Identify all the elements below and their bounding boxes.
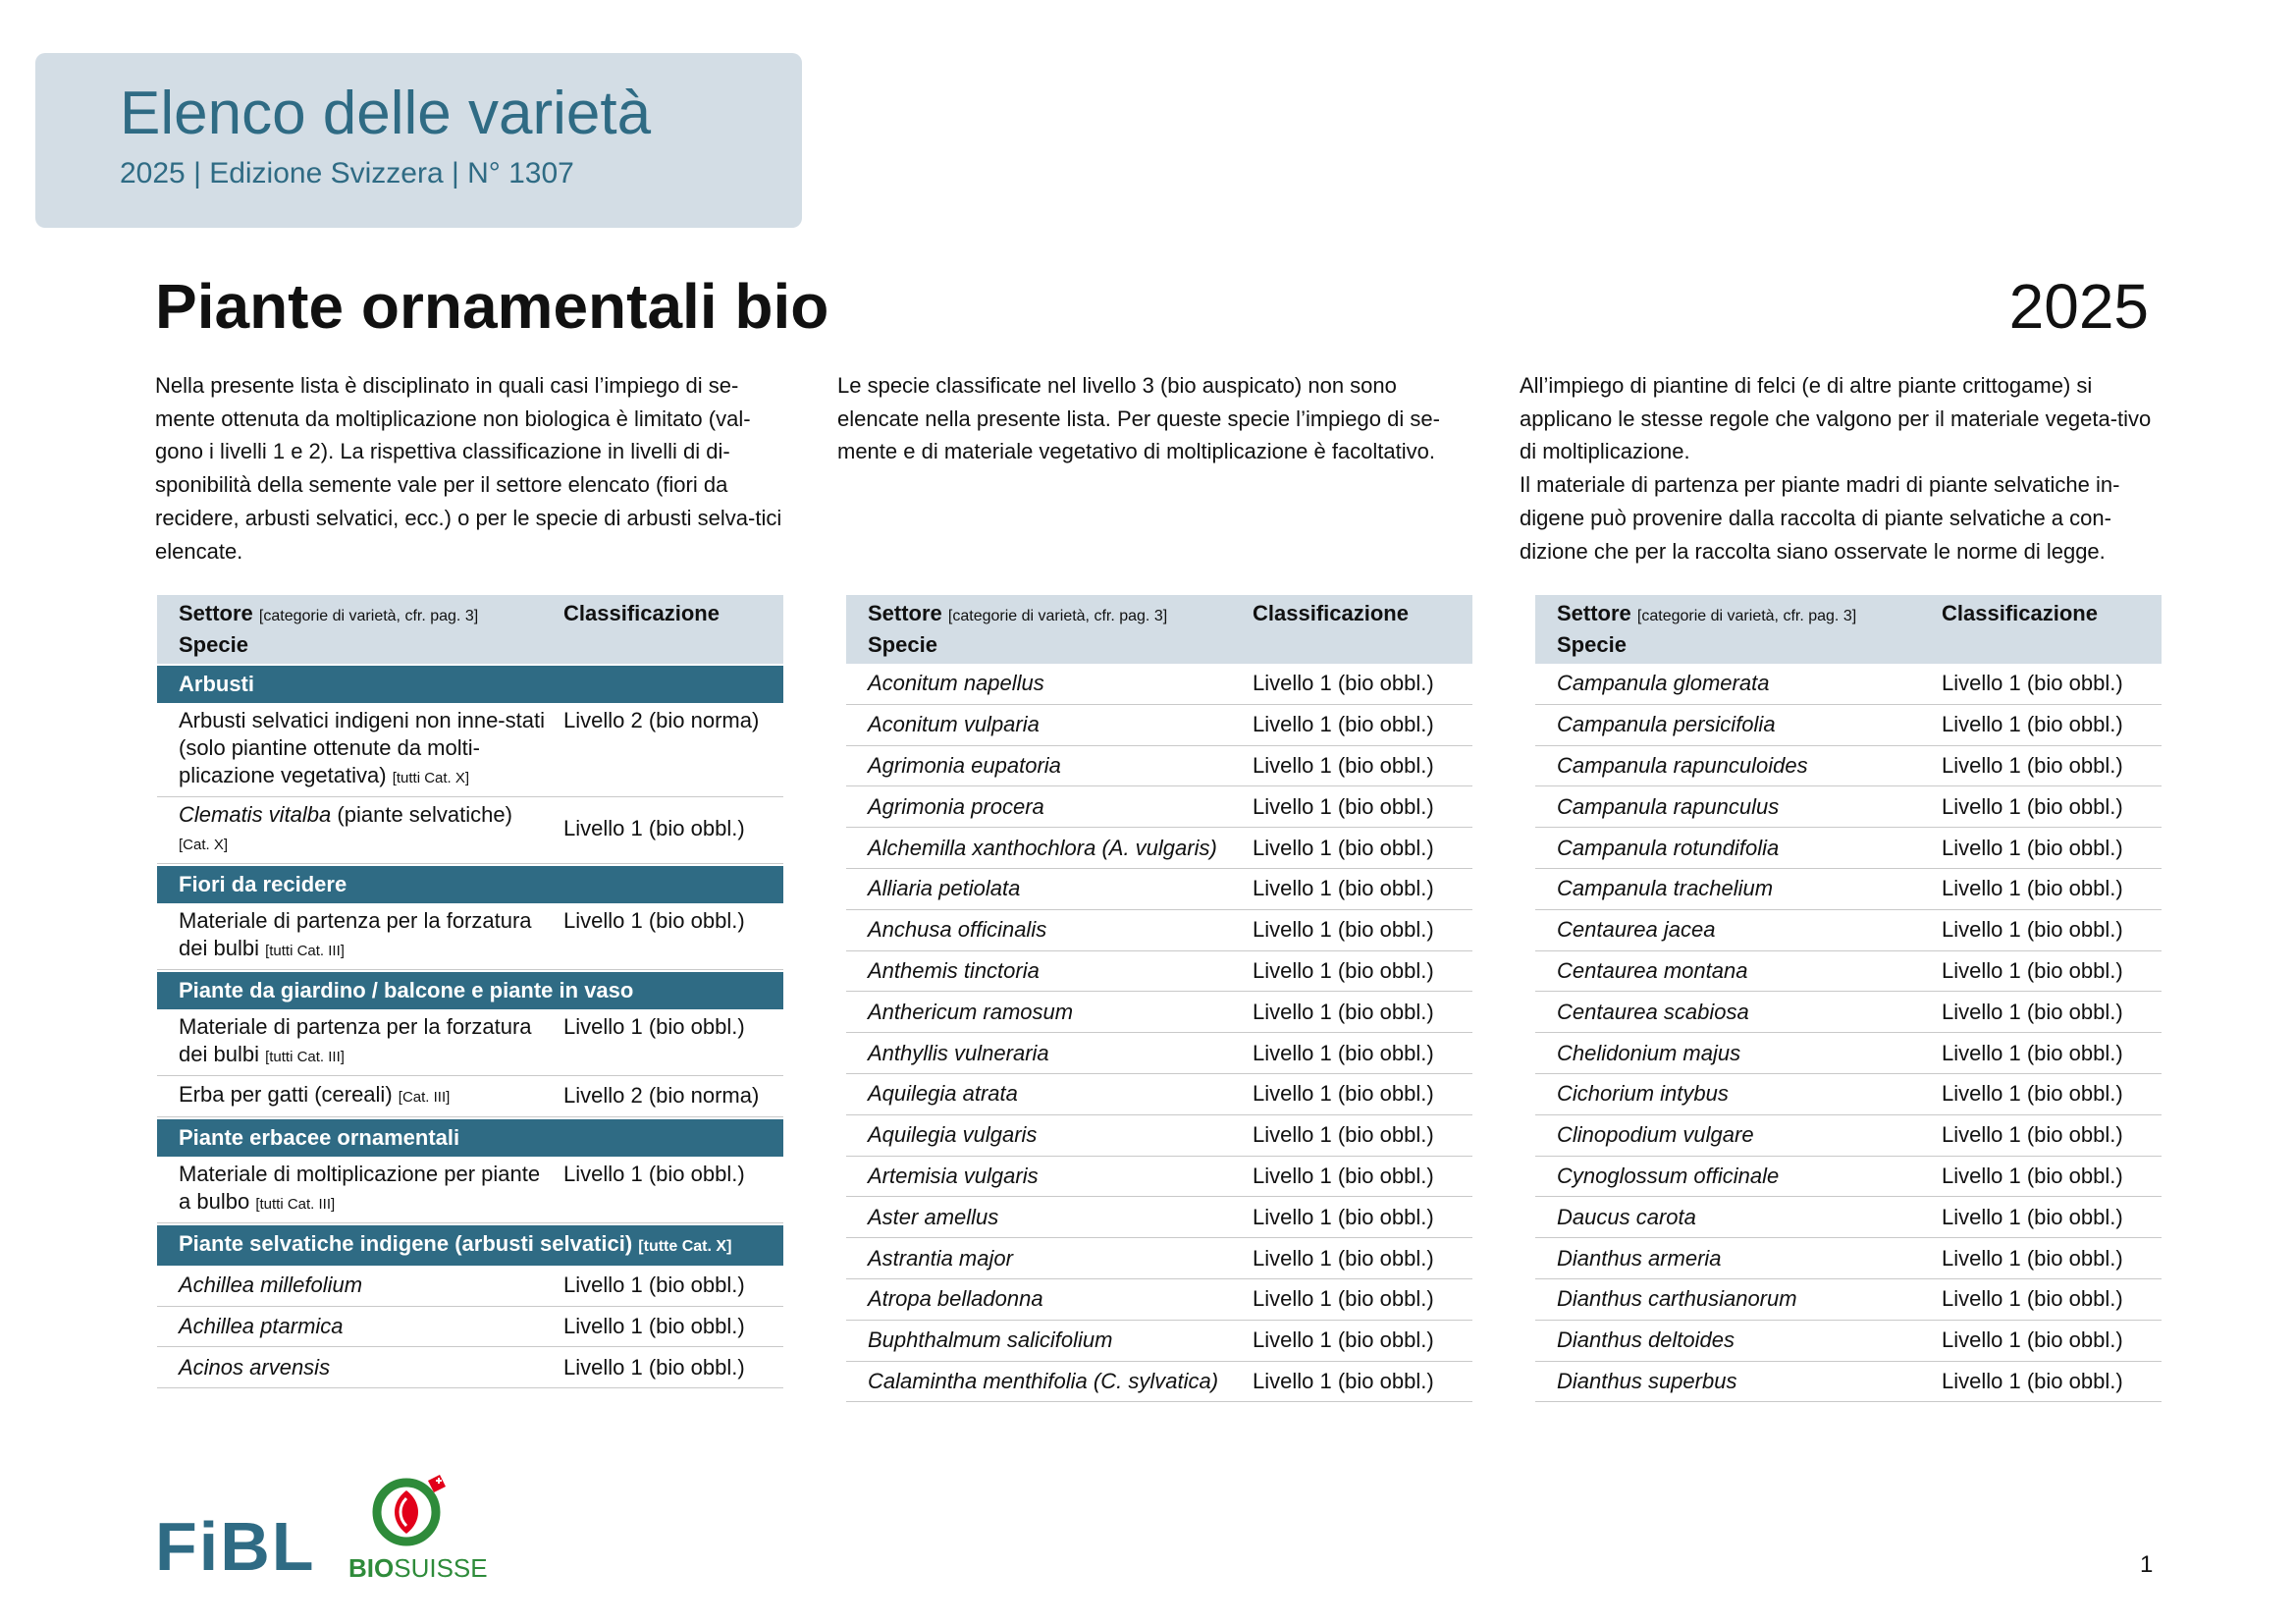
table-row [1535, 1074, 2162, 1115]
species-name: Anthyllis vulneraria [868, 1040, 1049, 1065]
row-note: [tutti Cat. III] [255, 1195, 336, 1213]
species-name: Buphthalmum salicifolium [868, 1327, 1113, 1353]
intro-col1-text: Nella presente lista è disciplinato in quali casi l’impiego di se-mente ottenuta da moltiplicazione non biologica è limitato (val-gono i livelli 1 e 2). La rispettiva classificazione in livelli di di-sponibilità della semente vale per il settore elencato (fiori da recidere, arbusti selvatici, ecc.) o per le specie di arbusti selva-tici elencate. [155, 373, 782, 564]
species-level: Livello 1 (bio obbl.) [1253, 793, 1434, 819]
species-name: Campanula trachelium [1557, 876, 1774, 901]
species-name: Acinos arvensis [179, 1354, 331, 1380]
table-row [846, 786, 1472, 828]
table-row [1535, 786, 2162, 828]
species-name: Aconitum vulparia [868, 712, 1040, 737]
header-specie: Specie [179, 632, 248, 657]
species-level: Livello 1 (bio obbl.) [563, 1313, 745, 1338]
table-row [846, 951, 1472, 993]
species-level: Livello 1 (bio obbl.) [1253, 835, 1434, 860]
table-row [157, 1009, 783, 1076]
header-specie: Specie [868, 632, 937, 657]
species-name: Cichorium intybus [1557, 1081, 1729, 1107]
row-note: [tutti Cat. III] [265, 943, 345, 959]
species-name: Chelidonium majus [1557, 1040, 1741, 1065]
table-row [846, 705, 1472, 746]
species-name: Achillea ptarmica [179, 1313, 344, 1338]
species-level: Livello 1 (bio obbl.) [1253, 1245, 1434, 1271]
table-row [157, 903, 783, 970]
table-row [157, 1157, 783, 1223]
table-row [846, 1197, 1472, 1238]
header-settore-note: [categorie di varietà, cfr. pag. 3] [1636, 608, 1857, 624]
row-text: Materiale di moltiplicazione per piante a bulbo [179, 1161, 541, 1214]
species-name: Artemisia vulgaris [868, 1163, 1039, 1188]
species-level: Livello 1 (bio obbl.) [1942, 712, 2123, 737]
species-name: Centaurea montana [1557, 957, 1748, 983]
species-level: Livello 1 (bio obbl.) [1942, 835, 2123, 860]
species-name: Centaurea scabiosa [1557, 999, 1749, 1024]
species-level: Livello 1 (bio obbl.) [1253, 876, 1434, 901]
row-note: [tutti Cat. X] [392, 770, 470, 786]
row-level: Livello 1 (bio obbl.) [563, 908, 745, 933]
table-row [846, 828, 1472, 869]
header-classificazione: Classificazione [563, 601, 720, 625]
table-row [1535, 746, 2162, 787]
species-level: Livello 1 (bio obbl.) [1942, 793, 2123, 819]
table-row [1535, 1238, 2162, 1279]
section-selvatiche-note: [tutte Cat. X] [638, 1237, 732, 1255]
row-level: Livello 1 (bio obbl.) [563, 1014, 745, 1039]
species-name: Centaurea jacea [1557, 917, 1716, 943]
row-text: Materiale di partenza per la forzatura dei bulbi [179, 1014, 532, 1066]
table-header [846, 595, 1472, 664]
species-level: Livello 1 (bio obbl.) [1942, 1122, 2123, 1148]
table-row [846, 1115, 1472, 1157]
row-level: Livello 1 (bio obbl.) [563, 816, 745, 840]
biosuisse-suisse: SUISSE [394, 1553, 488, 1583]
species-level: Livello 1 (bio obbl.) [1253, 671, 1434, 696]
row-level: Livello 2 (bio norma) [563, 708, 760, 732]
species-level: Livello 1 (bio obbl.) [1942, 1327, 2123, 1353]
table-row [1535, 1157, 2162, 1198]
section-erbacee: Piante erbacee ornamentali [157, 1119, 783, 1157]
intro-col3-p1: All’impiego di piantine di felci (e di altre piante crittogame) si applicano le stesse regole che valgono per il materiale vegeta-tivo di moltiplicazione. [1520, 373, 2152, 464]
species-level: Livello 1 (bio obbl.) [1253, 712, 1434, 737]
table-row [846, 1279, 1472, 1321]
species-level: Livello 1 (bio obbl.) [1253, 752, 1434, 778]
page-year: 2025 [2008, 271, 2149, 342]
table-row [157, 1266, 783, 1307]
species-level: Livello 1 (bio obbl.) [1253, 1081, 1434, 1107]
table-row [846, 1321, 1472, 1362]
species-level: Livello 1 (bio obbl.) [1942, 1040, 2123, 1065]
species-level: Livello 1 (bio obbl.) [1942, 1245, 2123, 1271]
species-level: Livello 1 (bio obbl.) [1253, 1204, 1434, 1229]
species-level: Livello 1 (bio obbl.) [1253, 1327, 1434, 1353]
table-row [157, 1076, 783, 1117]
species-level: Livello 1 (bio obbl.) [1253, 1122, 1434, 1148]
row-level: Livello 2 (bio norma) [563, 1083, 760, 1109]
row-text: Erba per gatti (cereali) [179, 1081, 393, 1107]
header-settore: Settore [1557, 601, 1631, 625]
header-title: Elenco delle varietà [120, 80, 652, 147]
species-name: Alchemilla xanthochlora (A. vulgaris) [868, 835, 1217, 860]
row-species: Clematis vitalba [179, 802, 332, 827]
header-settore-note: [categorie di varietà, cfr. pag. 3] [947, 608, 1168, 624]
header-specie: Specie [1557, 632, 1627, 657]
species-level: Livello 1 (bio obbl.) [1253, 917, 1434, 943]
row-note: [Cat. X] [179, 837, 229, 853]
table-row [1535, 705, 2162, 746]
header-subtitle: 2025 | Edizione Svizzera | N° 1307 [120, 157, 574, 189]
table-col1 [157, 595, 783, 1388]
table-row [157, 1307, 783, 1348]
species-level: Livello 1 (bio obbl.) [1942, 957, 2123, 983]
intro-col2 [837, 369, 1475, 468]
biosuisse-text [348, 1553, 488, 1583]
species-level: Livello 1 (bio obbl.) [1942, 1163, 2123, 1188]
table-header [1535, 595, 2162, 664]
species-name: Dianthus carthusianorum [1557, 1286, 1797, 1312]
table-col2 [846, 595, 1472, 1402]
table-row [846, 869, 1472, 910]
species-name: Aquilegia vulgaris [868, 1122, 1038, 1148]
species-level: Livello 1 (bio obbl.) [1942, 671, 2123, 696]
table-col3 [1535, 595, 2162, 1402]
table-row [846, 1362, 1472, 1403]
species-level: Livello 1 (bio obbl.) [1253, 1040, 1434, 1065]
section-fiori: Fiori da recidere [157, 866, 783, 903]
species-name: Cynoglossum officinale [1557, 1163, 1780, 1188]
header-classificazione: Classificazione [1942, 601, 2098, 625]
header-settore: Settore [179, 601, 253, 625]
table-row [1535, 664, 2162, 705]
species-name: Calamintha menthifolia (C. sylvatica) [868, 1368, 1219, 1393]
table-row [157, 797, 783, 864]
species-name: Alliaria petiolata [868, 876, 1021, 901]
intro-col3 [1520, 369, 2158, 568]
species-name: Anthemis tinctoria [868, 957, 1040, 983]
species-name: Aster amellus [868, 1204, 999, 1229]
table-row [846, 1033, 1472, 1074]
species-name: Aconitum napellus [868, 671, 1044, 696]
species-name: Astrantia major [868, 1245, 1013, 1271]
species-list [157, 1266, 783, 1388]
row-text: (piante selvatiche) [337, 802, 512, 827]
species-level: Livello 1 (bio obbl.) [1253, 1368, 1434, 1393]
page-number: 1 [2140, 1551, 2154, 1578]
intro-col1 [155, 369, 793, 568]
table-row [1535, 992, 2162, 1033]
table-row [1535, 1362, 2162, 1403]
table-row [1535, 1279, 2162, 1321]
table-row [1535, 910, 2162, 951]
species-name: Campanula glomerata [1557, 671, 1770, 696]
table-row [1535, 1115, 2162, 1157]
row-level: Livello 1 (bio obbl.) [563, 1161, 745, 1186]
species-level: Livello 1 (bio obbl.) [1942, 917, 2123, 943]
header-settore-note: [categorie di varietà, cfr. pag. 3] [258, 608, 479, 624]
species-name: Campanula rapunculoides [1557, 752, 1808, 778]
table-row [1535, 1033, 2162, 1074]
table-row [846, 1074, 1472, 1115]
species-level: Livello 1 (bio obbl.) [1942, 999, 2123, 1024]
species-name: Dianthus superbus [1557, 1368, 1737, 1393]
table-row [846, 746, 1472, 787]
species-level: Livello 1 (bio obbl.) [1942, 1286, 2123, 1312]
species-list [1535, 664, 2162, 1402]
species-level: Livello 1 (bio obbl.) [1253, 1163, 1434, 1188]
row-text: Arbusti selvatici indigeni non inne-stati (solo piantine ottenute da molti-plicazione vegetativa) [179, 708, 545, 787]
table-row [846, 910, 1472, 951]
fibl-logo: FiBL [155, 1508, 316, 1585]
table-row [1535, 828, 2162, 869]
intro-col3-p2: Il materiale di partenza per piante madri di piante selvatiche in-digene può provenire dalla raccolta di piante selvatiche a con-dizione che per la raccolta siano osservate le norme di legge. [1520, 472, 2120, 564]
species-list [846, 664, 1472, 1402]
table-row [846, 664, 1472, 705]
species-level: Livello 1 (bio obbl.) [1942, 1204, 2123, 1229]
species-level: Livello 1 (bio obbl.) [1942, 1081, 2123, 1107]
species-name: Dianthus deltoides [1557, 1327, 1735, 1353]
header-settore: Settore [868, 601, 942, 625]
row-note: [Cat. III] [398, 1088, 451, 1106]
section-arbusti: Arbusti [157, 666, 783, 703]
section-selvatiche-title: Piante selvatiche indigene (arbusti selvatici) [179, 1230, 633, 1256]
table-row [1535, 951, 2162, 993]
table-header [157, 595, 783, 664]
species-level: Livello 1 (bio obbl.) [563, 1272, 745, 1298]
header-classificazione: Classificazione [1253, 601, 1409, 625]
intro-col2-text: Le specie classificate nel livello 3 (bio auspicato) non sono elencate nella presente lista. Per queste specie l’impiego di se-mente e di materiale vegetativo di moltiplicazione è facoltativo. [837, 373, 1440, 464]
species-name: Anthericum ramosum [868, 999, 1074, 1024]
species-name: Clinopodium vulgare [1557, 1122, 1754, 1148]
species-level: Livello 1 (bio obbl.) [563, 1354, 745, 1380]
species-name: Daucus carota [1557, 1204, 1696, 1229]
table-row [157, 703, 783, 797]
species-level: Livello 1 (bio obbl.) [1942, 1368, 2123, 1393]
table-row [846, 1238, 1472, 1279]
species-level: Livello 1 (bio obbl.) [1253, 999, 1434, 1024]
table-row [1535, 1321, 2162, 1362]
row-note: [tutti Cat. III] [265, 1049, 345, 1065]
species-name: Achillea millefolium [179, 1272, 363, 1298]
species-name: Campanula rotundifolia [1557, 835, 1780, 860]
species-name: Campanula persicifolia [1557, 712, 1776, 737]
species-level: Livello 1 (bio obbl.) [1253, 957, 1434, 983]
table-row [1535, 869, 2162, 910]
table-row [846, 992, 1472, 1033]
species-name: Anchusa officinalis [868, 917, 1047, 943]
biosuisse-bio: BIO [348, 1553, 395, 1583]
page-title: Piante ornamentali bio [155, 271, 829, 342]
table-row [1535, 1197, 2162, 1238]
species-name: Campanula rapunculus [1557, 793, 1780, 819]
section-selvatiche [157, 1225, 783, 1266]
species-level: Livello 1 (bio obbl.) [1942, 876, 2123, 901]
species-level: Livello 1 (bio obbl.) [1942, 752, 2123, 778]
species-name: Aquilegia atrata [868, 1081, 1018, 1107]
table-row [157, 1347, 783, 1388]
species-name: Agrimonia procera [868, 793, 1044, 819]
section-giardino: Piante da giardino / balcone e piante in vaso [157, 972, 783, 1009]
species-name: Atropa belladonna [868, 1286, 1043, 1312]
species-name: Dianthus armeria [1557, 1245, 1722, 1271]
table-row [846, 1157, 1472, 1198]
species-name: Agrimonia eupatoria [868, 752, 1061, 778]
species-level: Livello 1 (bio obbl.) [1253, 1286, 1434, 1312]
row-text: Materiale di partenza per la forzatura dei bulbi [179, 908, 532, 960]
